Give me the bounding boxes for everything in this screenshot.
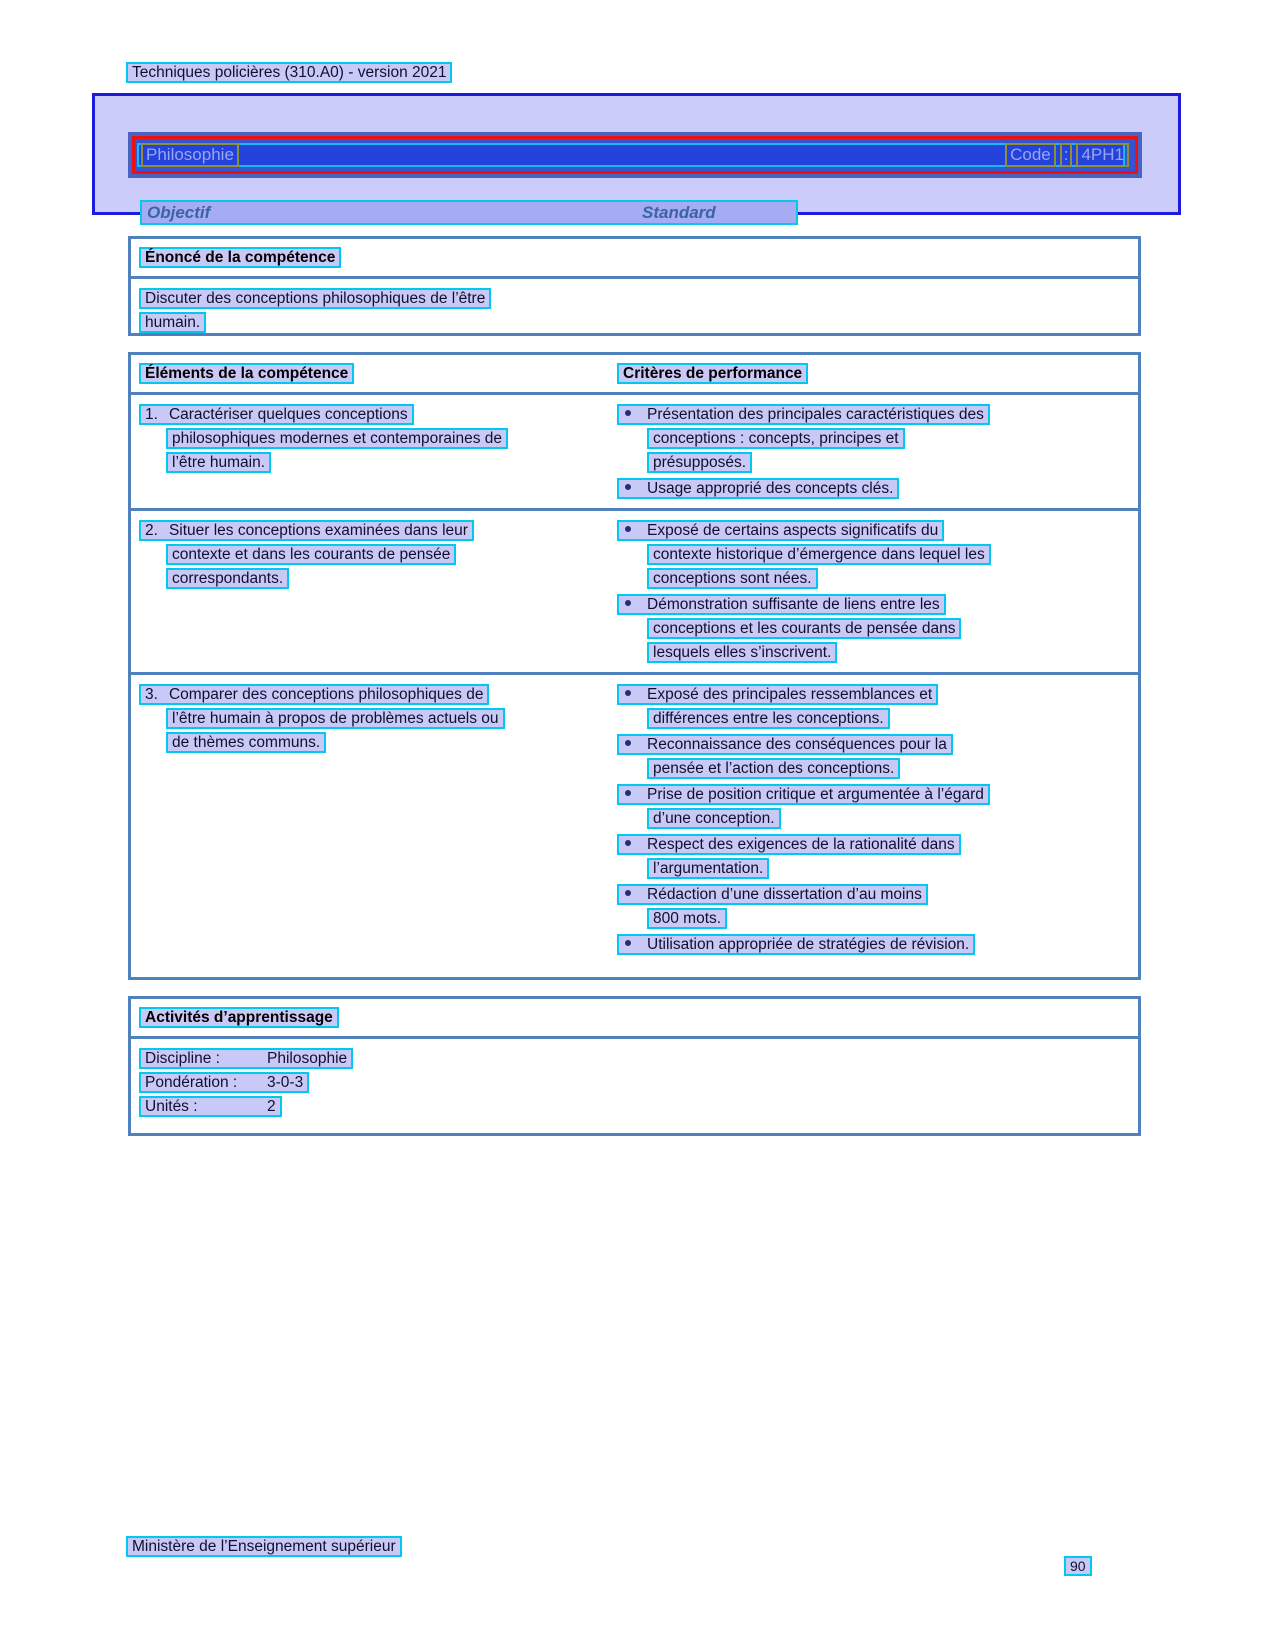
- critere-line: contexte historique d’émergence dans lequel les: [647, 544, 991, 565]
- enonce-title: Énoncé de la compétence: [139, 247, 341, 268]
- elements-header: Éléments de la compétence: [139, 363, 354, 384]
- element-number: 2.: [145, 522, 158, 539]
- critere-line: Exposé des principales ressemblances et: [647, 686, 933, 703]
- element-line: philosophiques modernes et contemporaines de: [166, 428, 508, 449]
- page-number-text: 90: [1064, 1556, 1092, 1576]
- critere-line: Rédaction d’une dissertation d’au moins: [647, 886, 922, 903]
- page-header-text: Techniques policières (310.A0) - version 2021: [126, 62, 452, 83]
- critere-line: l’argumentation.: [647, 858, 769, 879]
- critere-item: [617, 934, 1130, 955]
- bullet-icon: [625, 890, 631, 896]
- critere-line: pensée et l’action des conceptions.: [647, 758, 900, 779]
- activite-label: Unités :: [145, 1098, 198, 1115]
- critere-line: Usage approprié des concepts clés.: [647, 480, 894, 497]
- activite-row: [139, 1072, 309, 1093]
- footer-text: Ministère de l’Enseignement supérieur: [126, 1536, 402, 1557]
- critere-line: Utilisation appropriée de stratégies de révision.: [647, 936, 970, 953]
- bullet-icon: [625, 940, 631, 946]
- element-cell: [139, 403, 617, 502]
- critere-item: [617, 404, 1130, 473]
- bullet-icon: [625, 410, 631, 416]
- enonce-body: [131, 279, 1138, 342]
- bullet-icon: [625, 600, 631, 606]
- bullet-icon: [625, 526, 631, 532]
- element-cell: [139, 519, 617, 666]
- table-row: [131, 395, 1138, 511]
- bullet-icon: [625, 484, 631, 490]
- objective-region-box: [92, 93, 1181, 215]
- critere-item: [617, 734, 1130, 779]
- element-line: de thèmes communs.: [166, 732, 326, 753]
- critere-item: [617, 884, 1130, 929]
- critere-item: [617, 834, 1130, 879]
- critere-line: lesquels elles s’inscrivent.: [647, 642, 837, 663]
- critere-item: [617, 478, 1130, 499]
- element-line: l’être humain à propos de problèmes actuels ou: [166, 708, 505, 729]
- element-line: Situer les conceptions examinées dans leur: [168, 522, 468, 539]
- criteres-cell: [617, 683, 1130, 958]
- activite-value: 3-0-3: [267, 1074, 304, 1091]
- banner-ocr-line-box: [137, 143, 1125, 167]
- enonce-header: [131, 239, 1138, 279]
- critere-line: Exposé de certains aspects significatifs du: [647, 522, 939, 539]
- element-line: Comparer des conceptions philosophiques de: [168, 686, 484, 703]
- element-line: Caractériser quelques conceptions: [168, 406, 408, 423]
- critere-item: [617, 784, 1130, 829]
- standard-heading: Standard: [642, 203, 716, 222]
- critere-item: [617, 684, 1130, 729]
- element-cell: [139, 683, 617, 958]
- enonce-line: humain.: [139, 312, 206, 333]
- code-value: 4PH1: [1076, 143, 1129, 167]
- element-line: correspondants.: [166, 568, 289, 589]
- page-number: [1064, 1556, 1092, 1576]
- competence-table: [128, 352, 1141, 980]
- critere-item: [617, 520, 1130, 589]
- critere-line: Prise de position critique et argumentée à l’égard: [647, 786, 984, 803]
- critere-line: Respect des exigences de la rationalité dans: [647, 836, 955, 853]
- bullet-icon: [625, 690, 631, 696]
- critere-line: conceptions et les courants de pensée dans: [647, 618, 961, 639]
- code-label: Code: [1005, 143, 1056, 167]
- critere-line: conceptions : concepts, principes et: [647, 428, 905, 449]
- element-line: l’être humain.: [166, 452, 271, 473]
- criteres-header: Critères de performance: [617, 363, 808, 384]
- critere-line: Présentation des principales caractéristiques des: [647, 406, 984, 423]
- critere-line: 800 mots.: [647, 908, 727, 929]
- activite-label: Discipline :: [145, 1050, 220, 1067]
- activite-value: Philosophie: [267, 1050, 348, 1067]
- activites-header: [131, 999, 1138, 1039]
- critere-line: d’une conception.: [647, 808, 781, 829]
- activites-box: [128, 996, 1141, 1136]
- course-banner-detection-box: [132, 136, 1138, 174]
- activite-value: 2: [267, 1098, 276, 1115]
- critere-line: Démonstration suffisante de liens entre les: [647, 596, 940, 613]
- criteres-cell: [617, 519, 1130, 666]
- page-footer: [126, 1536, 402, 1557]
- critere-item: [617, 594, 1130, 663]
- table-row: [131, 675, 1138, 964]
- critere-line: conceptions sont nées.: [647, 568, 818, 589]
- critere-line: Reconnaissance des conséquences pour la: [647, 736, 947, 753]
- activite-row: [139, 1096, 282, 1117]
- enonce-line: Discuter des conceptions philosophiques de l’être: [139, 288, 491, 309]
- competence-table-header: [131, 355, 1138, 395]
- objectif-standard-band: [140, 200, 798, 225]
- table-row: [131, 511, 1138, 675]
- element-number: 3.: [145, 686, 158, 703]
- element-line: contexte et dans les courants de pensée: [166, 544, 456, 565]
- activite-label: Pondération :: [145, 1074, 238, 1091]
- objectif-heading: Objectif: [147, 203, 211, 222]
- activite-row: [139, 1048, 353, 1069]
- bullet-icon: [625, 840, 631, 846]
- bullet-icon: [625, 740, 631, 746]
- course-title: Philosophie: [141, 143, 239, 167]
- enonce-box: [128, 236, 1141, 336]
- critere-line: présupposés.: [647, 452, 752, 473]
- criteres-cell: [617, 403, 1130, 502]
- critere-line: différences entre les conceptions.: [647, 708, 890, 729]
- bullet-icon: [625, 790, 631, 796]
- page-header: [126, 62, 452, 83]
- course-banner: [128, 132, 1142, 178]
- activites-body: [131, 1039, 1138, 1126]
- activites-title: Activités d’apprentissage: [139, 1007, 339, 1028]
- element-number: 1.: [145, 406, 158, 423]
- code-separator: :: [1060, 143, 1073, 167]
